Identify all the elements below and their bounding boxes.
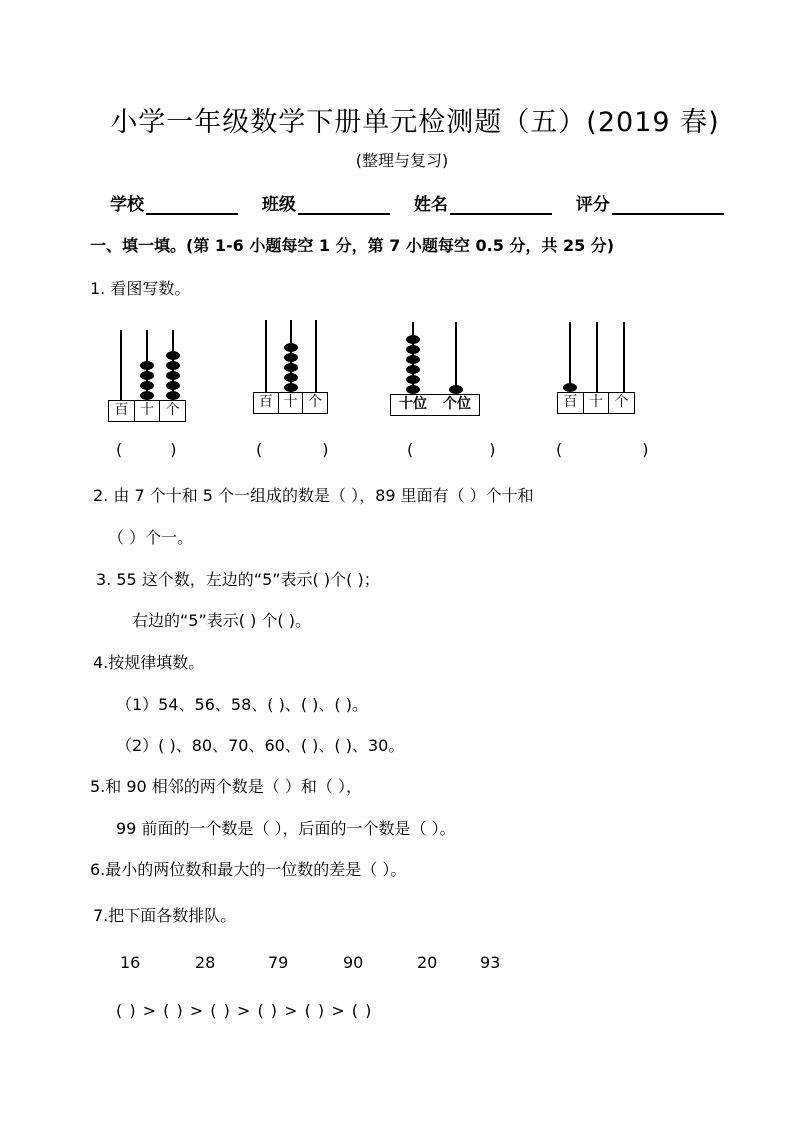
section-1-heading: 一、填一填。(第 1-6 小题每空 1 分，第 7 小题每空 0.5 分，共 25 分) xyxy=(90,236,615,255)
abacus-rod xyxy=(596,322,598,392)
abacus-rod xyxy=(623,322,625,392)
answer-blank[interactable]: ( ) xyxy=(256,440,329,459)
abacus-rod xyxy=(120,330,122,400)
question-7: 7.把下面各数排队。 xyxy=(93,906,237,925)
question-1: 1. 看图写数。 xyxy=(90,279,191,298)
abacus-rod xyxy=(315,320,317,392)
question-5-line-1: 5.和 90 相邻的两个数是（ ）和（ ）， xyxy=(90,777,362,796)
question-3-line-2: 右边的“5”表示( ) 个( )。 xyxy=(132,611,311,630)
abacus-place-labels xyxy=(108,400,186,422)
abacus-place-labels xyxy=(557,392,635,414)
score-field[interactable] xyxy=(612,195,724,215)
number-20: 20 xyxy=(417,953,438,972)
abacus-1 xyxy=(108,330,186,422)
abacus-rod xyxy=(265,320,267,392)
abacus-place-labels xyxy=(253,392,328,414)
ordering-answer-line[interactable]: ( ) > ( ) > ( ) > ( ) > ( ) > ( ) xyxy=(116,1001,373,1020)
answer-blank[interactable]: ( ) xyxy=(556,440,649,459)
student-info-row xyxy=(110,190,724,215)
number-93: 93 xyxy=(480,953,501,972)
abacus-4 xyxy=(557,322,635,414)
place-label: 十 xyxy=(279,393,304,413)
place-label: 百 xyxy=(254,393,279,413)
page-title: 小学一年级数学下册单元检测题（五）(2019 春) xyxy=(110,107,720,138)
abacus-2 xyxy=(253,320,328,414)
answer-blank[interactable]: ( ) xyxy=(116,440,177,459)
place-label: 个 xyxy=(165,402,180,418)
answer-blank[interactable]: ( ) xyxy=(407,440,496,459)
name-field[interactable] xyxy=(450,195,552,215)
place-label: 百 xyxy=(558,393,584,413)
abacus-3 xyxy=(390,322,480,416)
place-label: 个 xyxy=(614,394,629,410)
place-label: 个 xyxy=(308,394,323,410)
place-label: 百 xyxy=(109,401,135,421)
question-3-line-1: 3. 55 这个数，左边的“5”表示( )个( )； xyxy=(96,570,380,589)
place-label: 个位 xyxy=(443,396,471,412)
abacus-place-labels xyxy=(390,394,480,416)
place-label: 十 xyxy=(584,393,610,413)
place-label: 十位 xyxy=(399,396,427,412)
question-4-line-1: （1）54、56、58、( )、( )、( )。 xyxy=(116,695,368,714)
question-2-line-1: 2. 由 7 个十和 5 个一组成的数是（ ），89 里面有（ ）个十和 xyxy=(93,486,534,505)
number-16: 16 xyxy=(120,953,141,972)
number-28: 28 xyxy=(195,953,216,972)
name-label: 姓名 xyxy=(413,195,448,215)
abacus-rod xyxy=(569,322,571,392)
place-label: 十 xyxy=(135,401,161,421)
question-4-line-2: （2）( )、80、70、60、( )、( )、30。 xyxy=(116,736,405,755)
question-5-line-2: 99 前面的一个数是（ ），后面的一个数是（ ）。 xyxy=(116,819,456,838)
number-79: 79 xyxy=(268,953,289,972)
question-2-line-2: （ ）个一。 xyxy=(108,528,194,547)
school-field[interactable] xyxy=(146,195,238,215)
score-label: 评分 xyxy=(575,195,610,215)
abacus-rod xyxy=(455,322,457,394)
number-90: 90 xyxy=(343,953,364,972)
school-label: 学校 xyxy=(110,195,144,215)
question-6: 6.最小的两位数和最大的一位数的差是（ ）。 xyxy=(90,860,407,879)
class-field[interactable] xyxy=(298,195,390,215)
question-4: 4.按规律填数。 xyxy=(93,653,205,672)
class-label: 班级 xyxy=(261,195,296,215)
page-subtitle: (整理与复习) xyxy=(355,151,449,170)
